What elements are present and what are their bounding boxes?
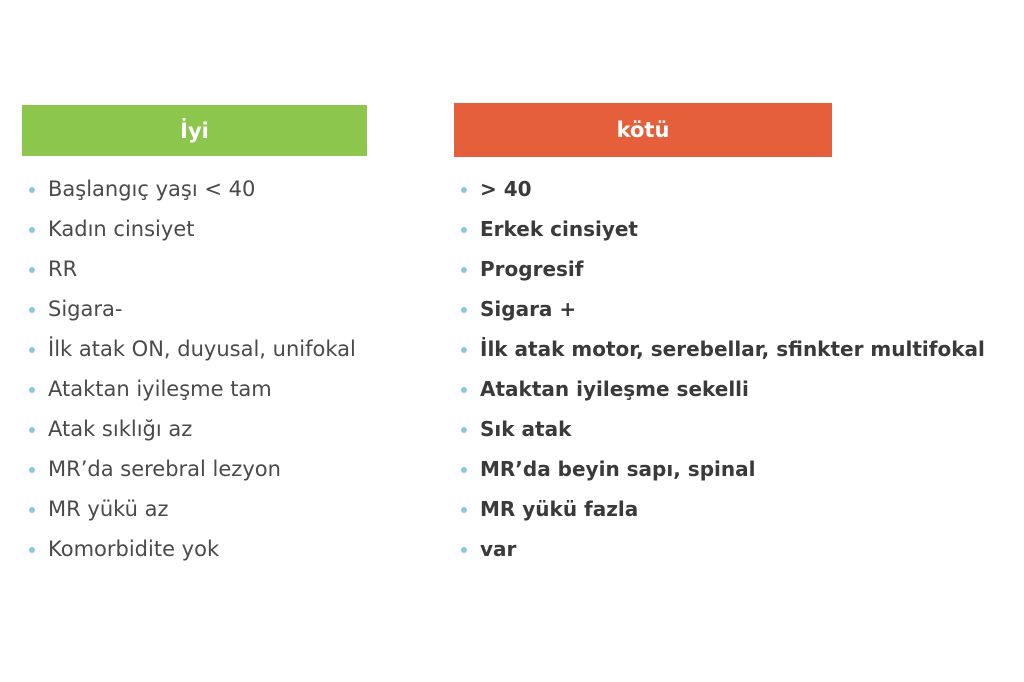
list-item: MR’da beyin sapı, spinal [454, 450, 985, 490]
bullet-icon [461, 427, 467, 433]
list-item: Başlangıç yaşı < 40 [22, 170, 356, 210]
good-prognosis-title: İyi [180, 118, 209, 143]
bullet-icon [29, 547, 35, 553]
bullet-icon [29, 347, 35, 353]
bullet-icon [29, 187, 35, 193]
bullet-icon [29, 307, 35, 313]
list-item: Ataktan iyileşme tam [22, 370, 356, 410]
bullet-icon [461, 347, 467, 353]
list-item: MR yükü az [22, 490, 356, 530]
bullet-icon [29, 427, 35, 433]
bullet-icon [461, 267, 467, 273]
list-item: MR’da serebral lezyon [22, 450, 356, 490]
bullet-icon [461, 507, 467, 513]
list-item: Sigara- [22, 290, 356, 330]
list-item: Sık atak [454, 410, 985, 450]
bullet-icon [29, 267, 35, 273]
bullet-icon [461, 187, 467, 193]
list-item: MR yükü fazla [454, 490, 985, 530]
bullet-icon [29, 467, 35, 473]
list-item: Sigara + [454, 290, 985, 330]
bullet-icon [461, 467, 467, 473]
list-item: Ataktan iyileşme sekelli [454, 370, 985, 410]
bad-prognosis-list [454, 170, 985, 570]
bullet-icon [29, 227, 35, 233]
bullet-icon [461, 547, 467, 553]
bullet-icon [461, 387, 467, 393]
bullet-icon [461, 307, 467, 313]
bullet-icon [29, 387, 35, 393]
list-item: Atak sıklığı az [22, 410, 356, 450]
good-prognosis-header [22, 105, 367, 156]
list-item: Erkek cinsiyet [454, 210, 985, 250]
bullet-icon [29, 507, 35, 513]
list-item: RR [22, 250, 356, 290]
list-item: > 40 [454, 170, 985, 210]
bad-prognosis-title: kötü [616, 118, 670, 142]
bad-prognosis-header [454, 103, 832, 157]
list-item: İlk atak motor, serebellar, sfinkter multifokal [454, 330, 985, 370]
good-prognosis-list [22, 170, 356, 570]
bullet-icon [461, 227, 467, 233]
list-item: İlk atak ON, duyusal, unifokal [22, 330, 356, 370]
list-item: Progresif [454, 250, 985, 290]
list-item: var [454, 530, 985, 570]
list-item: Komorbidite yok [22, 530, 356, 570]
list-item: Kadın cinsiyet [22, 210, 356, 250]
